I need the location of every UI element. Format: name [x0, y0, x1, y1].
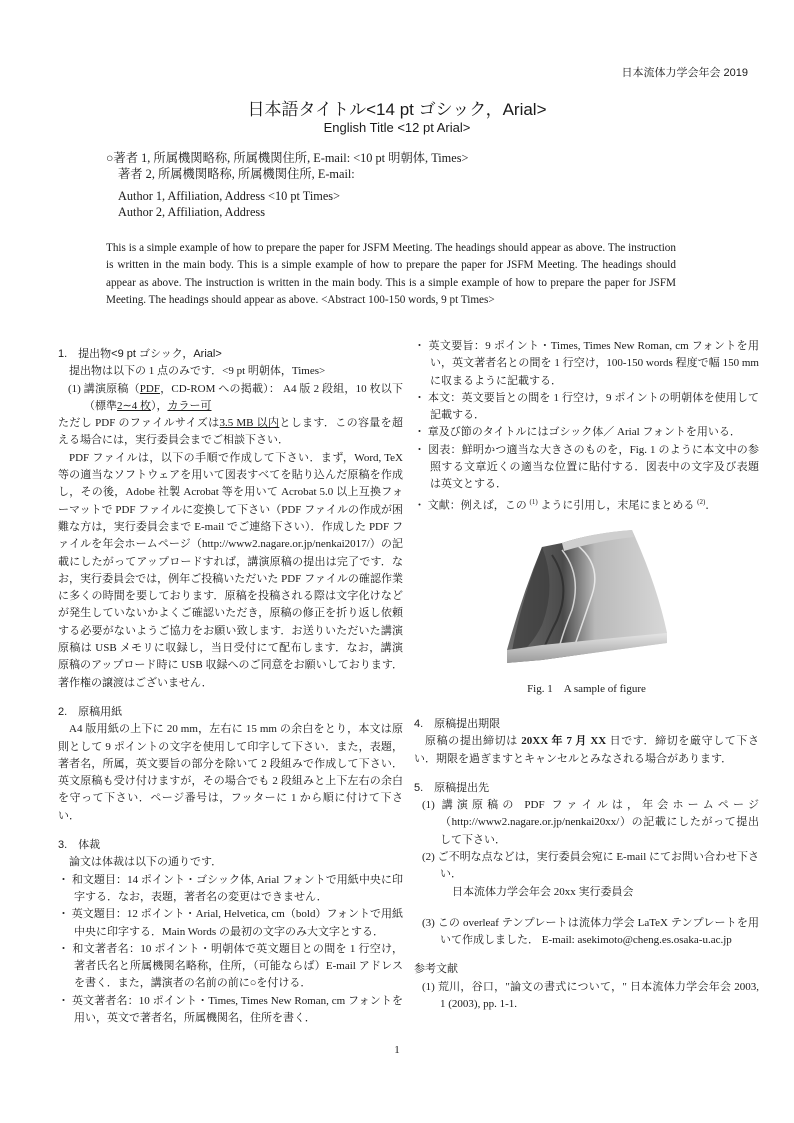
abstract: This is a simple example of how to prepare the paper for JSFM Meeting. The headings should appear as above. The instruction is written in the main body. This is a simple example of how to prepare the paper for JSFM Meeting. The headings should appear as above. The instruction is written in the main body. This is a simple example of how to prepare the paper for JSFM Meeting. The headings should appear as above. <Abstract 100-150 words, 9 pt Times>: [106, 242, 676, 307]
citation-text: ・ 文献：例えば，この: [414, 499, 530, 512]
deadline-text: 年: [548, 735, 567, 748]
section-4: [414, 716, 759, 768]
references-heading: 参考文献: [414, 963, 458, 976]
section-1-heading: 1. 提出物<9 pt ゴシック，Arial>: [58, 348, 222, 360]
note-text: ただし PDF のファイルサイズは: [58, 417, 220, 430]
figure-1-caption: Fig. 1 A sample of figure: [527, 682, 646, 695]
section-1-note: [58, 415, 403, 450]
section-3-bullet: ・ 図表：鮮明かつ適当な大きさのものを，Fig. 1 のように本文中の参照する文章近くの適当な位置に貼付する．図表中の文字及び表題は英文とする．: [414, 443, 759, 491]
references: [414, 961, 759, 1013]
section-5: [414, 780, 759, 950]
item-text: ，CD-ROM への掲載）： A4 版 2 段組，10 枚以下（標準: [84, 382, 403, 412]
pages-underlined: 2∼4 枚: [117, 399, 151, 412]
deadline-month: 7: [566, 735, 572, 748]
author-block: [106, 150, 468, 220]
committee-signature: 日本流体力学会年会 20xx 実行委員会: [452, 885, 634, 898]
deadline-text: 月: [571, 735, 591, 748]
citation-text: ．: [705, 499, 717, 512]
section-3-intro: 論文は体裁は以下の通りです．: [69, 856, 223, 869]
english-title: English Title <12 pt Arial>: [323, 120, 471, 135]
section-4-body: [414, 733, 759, 768]
section-3-bullet: ・ 英文要旨：9 ポイント・Times, Times New Roman, cm フォントを用い，英文著者名との間を 1 行空け，100-150 words 程度で幅 150 mm に収まるように記載する．: [414, 340, 759, 387]
reference-item: (1) 荒川，谷口，"論文の書式について，" 日本流体力学会年会 2003, 1 (2003), pp. 1-1.: [422, 980, 759, 1011]
deadline-day: XX: [590, 735, 607, 748]
section-1-para-2: PDF ファイルは，以下の手順で作成して下さい．まず，Word, TeX 等の適当なソフトウェアを用いて図表すべてを貼り込んだ原稿を作成し，その後，Adobe 社製 Acrobat 等を用いて Acrobat 5.0 以上互換フォーマットで PDF ファイルに変換して下さい（PDF ファイルの作成が困難な方は，実行委員会まで E-mail でご連絡下さい）．作成した PDF ファイルを年会ホームページ（http://www2.nagare.or.jp/nenkai2017/）の記載にしたがってアップロードすれば，講演原稿の提出は完了です．なお，実行委員会では，例年ご投稿いただいた PDF ファイルの確認作業に多くの時間を要しております．原稿を投稿される際は文字化けなどが発生していないかよくご確認いただき，原稿の修正を折り返し依頼する必要がないようご協力をお願い致します．お送りいただいた講演原稿は USB メモリに収録し，当日受付にて配布します．なお，講演原稿のアップロード時に USB 収録へのご同意をお願いしております．著作権の譲渡はございません．: [58, 451, 403, 689]
section-5-heading: 5. 原稿提出先: [414, 781, 490, 794]
section-3-citation-bullet: [414, 494, 759, 515]
section-5-item: (1) 講演原稿の PDF ファイルは，年会ホームページ（http://www2.nagare.or.jp/nenkai20xx/）の記載にしたがって提出して下さい．: [422, 799, 759, 846]
left-column: [58, 346, 403, 1039]
section-3-bullet: ・ 和文題目：14 ポイント・ゴシック体, Arial フォントで用紙中央に印字する．なお，表題，著者名の変更はできません．: [58, 873, 403, 903]
item-text: ），: [150, 399, 168, 412]
section-1: [58, 346, 403, 692]
author-ja-line-1: ○著者 1, 所属機関略称, 所属機関住所, E-mail: <10 pt 明朝体, Times>: [106, 151, 469, 165]
cfd-surface-render-icon: [502, 525, 672, 675]
deadline-year: 20XX: [521, 735, 549, 748]
pdf-underlined: PDF: [139, 382, 160, 395]
figure-1-image: [502, 525, 672, 675]
section-2: [58, 704, 403, 825]
section-3-bullet: ・ 和文著者名：10 ポイント・明朝体で英文題目との間を 1 行空け，著者氏名と所属機関名略称，住所，（可能ならば）E-mail アドレスを書く．また，講演者の名前の前に○を付ける．: [58, 942, 403, 990]
section-5-item: (2) ご不明な点などは，実行委員会宛に E-mail にてお問い合わせ下さい．: [422, 851, 760, 881]
note-text: とします．この容量を超える場合には，実行委員会までご相談下さい．: [58, 417, 404, 447]
section-3-heading: 3. 体裁: [58, 839, 101, 852]
size-limit-underlined: 3.5 MB 以内: [219, 417, 280, 430]
deadline-text: 日です．締切を厳守して下さい．期限を過ぎますとキャンセルとみなされる場合があります．: [414, 735, 760, 765]
citation-text: ように引用し，末尾にまとめる: [537, 499, 698, 512]
section-3-bullet: ・ 英文題目：12 ポイント・Arial, Helvetica, cm（bold）フォントで用紙中央に印字する．Main Words の最初の文字のみ大文字とする．: [58, 908, 403, 938]
section-3-bullet: ・ 章及び節のタイトルにはゴシック体／ Arial フォントを用いる．: [414, 426, 741, 439]
section-4-heading: 4. 原稿提出期限: [414, 717, 501, 730]
color-underlined: カラー可: [167, 399, 212, 412]
author-en-line-2: Author 2, Affiliation, Address: [118, 205, 265, 219]
section-3-bullet: ・ 英文著者名：10 ポイント・Times, Times New Roman, cm フォントを用い，英文で著者名，所属機関名，住所を書く．: [58, 994, 403, 1024]
section-1-item-1: [58, 381, 403, 416]
author-en-line-1: Author 1, Affiliation, Address <10 pt Times>: [118, 189, 341, 203]
section-3-bullet: ・ 本文：英文要旨との間を 1 行空け，9 ポイントの明朝体を使用して記載する．: [414, 391, 759, 422]
item-text: (1) 講演原稿（: [68, 382, 140, 395]
right-column: [414, 338, 759, 1025]
section-1-intro: 提出物は以下の 1 点のみです．<9 pt 明朝体，Times>: [69, 365, 326, 378]
citation-ref-2: (2): [697, 497, 706, 506]
citation-ref-1: (1): [529, 497, 538, 506]
section-2-body: A4 版用紙の上下に 20 mm，左右に 15 mm の余白をとり，本文は原則として 9 ポイントの文字を使用して印字して下さい．また，表題，著者名，所属，英文要旨の部分を除いて 2 段組みで作成して下さい．英文原稿も受け付けますが，その場合でも 2 段組みと上下左右の余白を守って下さい．ページ番号は，フッターに 1 から順に付けて下さい．: [58, 723, 403, 822]
section-2-heading: 2. 原稿用紙: [58, 705, 123, 718]
japanese-title: 日本語タイトル<14 pt ゴシック，Arial>: [247, 100, 547, 119]
page-number: 1: [394, 1044, 400, 1056]
author-ja-line-2: 著者 2, 所属機関略称, 所属機関住所, E-mail:: [118, 167, 355, 181]
section-5-item-3: (3) この overleaf テンプレートは流体力学会 LaTeX テンプレートを用いて作成しました． E-mail: asekimoto@cheng.es.osaka-u.ac.jp: [422, 916, 759, 947]
section-3: [58, 837, 403, 1027]
conference-header: 日本流体力学会年会 2019: [621, 67, 748, 79]
deadline-text: 原稿の提出締切は: [425, 735, 522, 748]
